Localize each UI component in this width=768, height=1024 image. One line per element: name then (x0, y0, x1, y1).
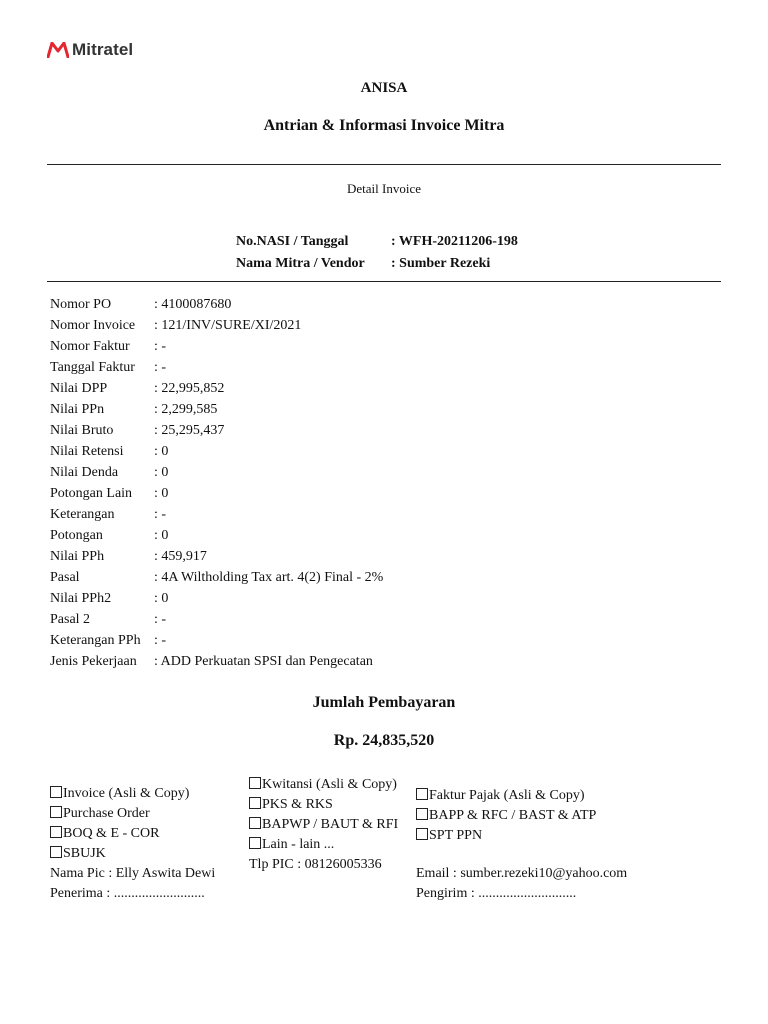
field-row (50, 462, 383, 483)
doc-checkbox-item[interactable] (50, 804, 240, 824)
payment-title: Jumlah Pembayaran (312, 694, 456, 711)
field-label: Pasal (50, 570, 80, 585)
field-row (50, 546, 383, 567)
app-subtitle: Antrian & Informasi Invoice Mitra (263, 117, 505, 134)
doc-checkbox-label: PKS & RKS (262, 797, 333, 812)
field-label: Potongan Lain (50, 486, 133, 501)
field-row (50, 651, 383, 672)
checkbox-icon[interactable] (416, 788, 428, 800)
email-line: Email : sumber.rezeki10@yahoo.com (416, 866, 628, 881)
summary-row-nasi (236, 231, 518, 253)
field-label: Nilai DPP (50, 381, 108, 396)
field-label: Pasal 2 (50, 612, 91, 627)
doc-checkbox-label: SPT PPN (429, 828, 483, 843)
field-value: : 22,995,852 (154, 381, 225, 396)
pic-name: Nama Pic : Elly Aswita Dewi (50, 866, 216, 881)
field-row (50, 420, 383, 441)
field-value: : 121/INV/SURE/XI/2021 (154, 318, 302, 333)
field-row (50, 588, 383, 609)
field-value: : - (154, 507, 167, 522)
field-row (50, 441, 383, 462)
invoice-summary (236, 231, 518, 275)
app-name: ANISA (360, 80, 408, 96)
field-row (50, 357, 383, 378)
field-label: Nilai Bruto (50, 423, 114, 438)
doc-checkbox-label: Invoice (Asli & Copy) (63, 786, 190, 801)
mitratel-logo-icon (47, 42, 69, 58)
field-value: : 4A Wiltholding Tax art. 4(2) Final - 2% (154, 570, 384, 585)
section-label: Detail Invoice (347, 181, 421, 196)
doc-checkbox-label: Lain - lain ... (262, 837, 335, 852)
doc-checkbox-label: BAPWP / BAUT & RFI (262, 817, 399, 832)
summary-value: : WFH-20211206-198 (391, 234, 518, 249)
doc-checkbox-label: Purchase Order (63, 806, 150, 821)
field-row (50, 504, 383, 525)
field-value: : ADD Perkuatan SPSI dan Pengecatan (154, 654, 373, 669)
field-label: Nomor Faktur (50, 339, 130, 354)
field-value: : 0 (154, 528, 169, 543)
field-row (50, 378, 383, 399)
doc-checkbox-item[interactable] (249, 775, 399, 795)
checkbox-icon[interactable] (416, 828, 428, 840)
field-value: : 459,917 (154, 549, 207, 564)
field-value: : - (154, 612, 167, 627)
doc-checkbox-item[interactable] (50, 844, 240, 864)
field-label: Nomor PO (50, 297, 112, 312)
field-value: : 0 (154, 486, 169, 501)
spacer (416, 846, 716, 864)
doc-checkbox-item[interactable] (50, 784, 240, 804)
field-value: : 0 (154, 591, 169, 606)
field-row (50, 315, 383, 336)
field-label: Nilai PPh2 (50, 591, 112, 606)
field-value: : - (154, 339, 167, 354)
doc-checkbox-label: BAPP & RFC / BAST & ATP (429, 808, 597, 823)
field-row (50, 399, 383, 420)
doc-checkbox-label: Faktur Pajak (Asli & Copy) (429, 788, 585, 803)
doc-checkbox-label: SBUJK (63, 846, 106, 861)
checkbox-icon[interactable] (249, 797, 261, 809)
field-row (50, 336, 383, 357)
checkbox-icon[interactable] (249, 837, 261, 849)
doc-checkbox-label: BOQ & E - COR (63, 826, 160, 841)
field-value: : 0 (154, 444, 169, 459)
doc-checkbox-item[interactable] (416, 826, 716, 846)
field-value: : 2,299,585 (154, 402, 218, 417)
summary-value: : Sumber Rezeki (391, 256, 491, 271)
field-label: Keterangan (50, 507, 115, 522)
checkbox-icon[interactable] (50, 806, 62, 818)
checkbox-icon[interactable] (249, 817, 261, 829)
doc-checkbox-item[interactable] (249, 835, 399, 855)
checkbox-icon[interactable] (50, 786, 62, 798)
field-label: Tanggal Faktur (50, 360, 135, 375)
field-label: Nomor Invoice (50, 318, 136, 333)
field-row (50, 609, 383, 630)
field-label: Nilai PPh (50, 549, 105, 564)
payment-amount: Rp. 24,835,520 (333, 732, 435, 749)
divider-top (47, 164, 721, 165)
summary-row-vendor (236, 253, 518, 275)
field-row (50, 294, 383, 315)
doc-checkbox-label: Kwitansi (Asli & Copy) (262, 777, 397, 792)
sender-line: Pengirim : ............................ (416, 886, 577, 901)
summary-label: No.NASI / Tanggal (236, 234, 349, 249)
documents-column-2 (249, 775, 399, 875)
checkbox-icon[interactable] (249, 777, 261, 789)
field-label: Nilai Denda (50, 465, 119, 480)
doc-checkbox-item[interactable] (416, 806, 716, 826)
field-row (50, 525, 383, 546)
field-label: Keterangan PPh (50, 633, 141, 648)
field-value: : 4100087680 (154, 297, 232, 312)
field-label: Jenis Pekerjaan (50, 654, 137, 669)
field-label: Nilai PPn (50, 402, 105, 417)
field-row (50, 567, 383, 588)
field-value: : - (154, 633, 167, 648)
doc-checkbox-item[interactable] (416, 786, 716, 806)
doc-checkbox-item[interactable] (249, 795, 399, 815)
checkbox-icon[interactable] (416, 808, 428, 820)
field-row (50, 630, 383, 651)
field-value: : 25,295,437 (154, 423, 225, 438)
doc-checkbox-item[interactable] (50, 824, 240, 844)
field-label: Nilai Retensi (50, 444, 124, 459)
documents-column-1 (50, 784, 240, 904)
field-value: : - (154, 360, 167, 375)
documents-column-3 (416, 786, 716, 904)
divider-bottom (47, 281, 721, 282)
doc-checkbox-item[interactable] (249, 815, 399, 835)
summary-label: Nama Mitra / Vendor (236, 256, 365, 271)
receiver-line: Penerima : .......................... (50, 886, 205, 901)
invoice-fields (50, 294, 383, 672)
brand-name: Mitratel (72, 40, 134, 59)
mitratel-logo (47, 40, 133, 60)
checkbox-icon[interactable] (50, 846, 62, 858)
field-value: : 0 (154, 465, 169, 480)
checkbox-icon[interactable] (50, 826, 62, 838)
pic-phone: Tlp PIC : 08126005336 (249, 857, 382, 872)
field-row (50, 483, 383, 504)
field-label: Potongan (50, 528, 103, 543)
